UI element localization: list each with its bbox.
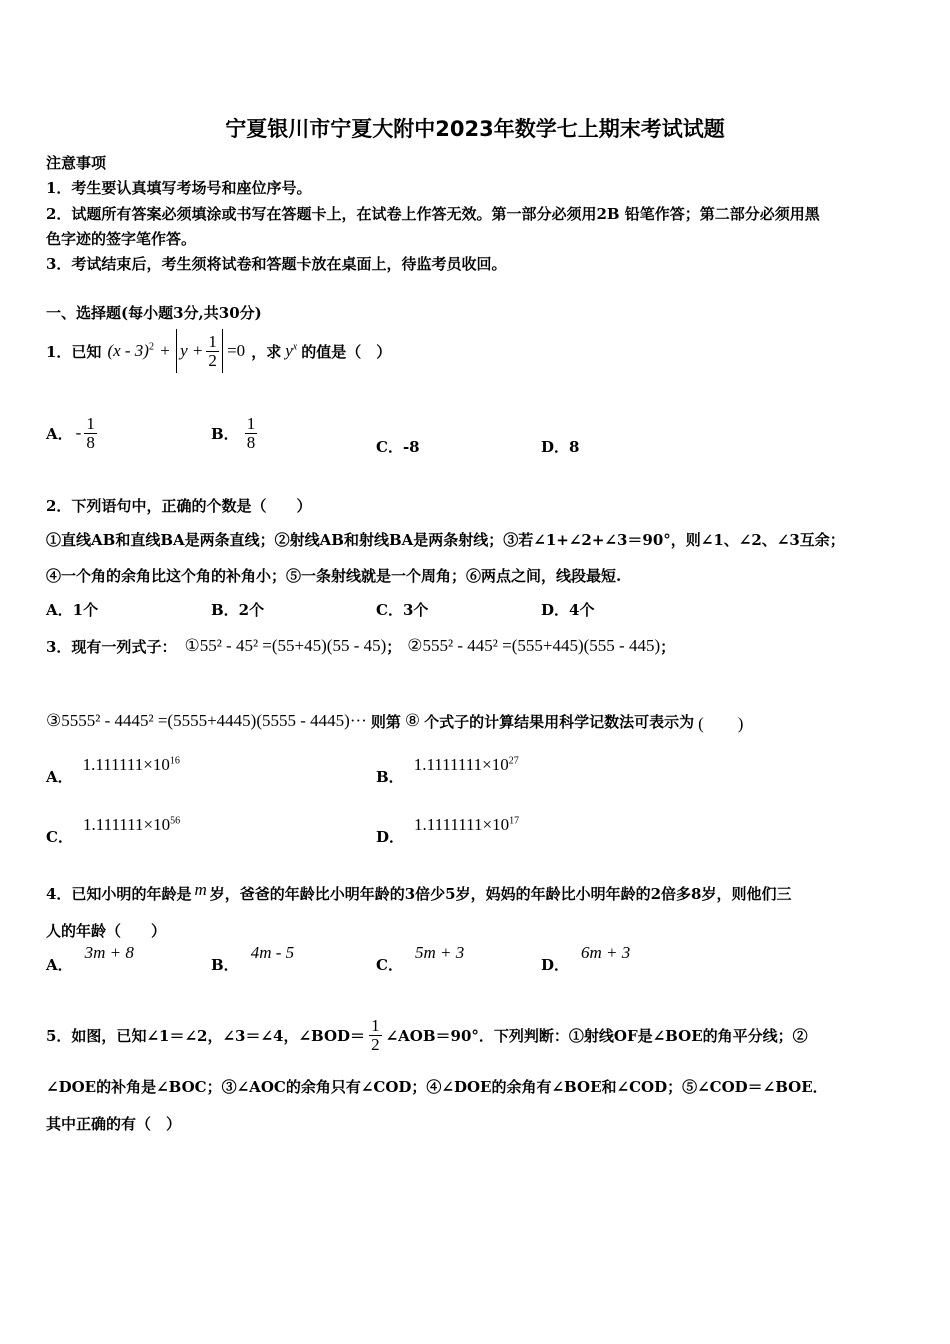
q2-statement-line: ①直线AB和直线BA是两条直线；②射线AB和射线BA是两条射线；③若∠1+∠2+∠3＝90°，则∠1、∠2、∠3互余；	[46, 531, 845, 549]
notice-item: 色字迹的签字笔作答。	[46, 230, 197, 248]
q1-eq-exp: 2	[148, 341, 154, 353]
q3-expr-1: ①55² - 45² =(55+45)(55 - 45)	[184, 636, 387, 655]
q3-prefix: 3．现有一列式子：	[46, 637, 177, 656]
q2-statement-line: ④一个角的余角比这个角的补角小；⑤一条射线就是一个周角；⑥两点之间，线段最短.	[46, 567, 622, 585]
q1-equation: (x - 3)$^2$ + y + $\frac{1}{2}$ =0	[107, 329, 245, 373]
q3-expr-2: ②555² - 445² =(555+445)(555 - 445)	[407, 636, 661, 655]
q1-abs-y: y +	[180, 341, 204, 360]
q2-option-a: A．1个	[46, 601, 99, 619]
q1-eq-left: (x - 3)	[107, 341, 149, 360]
notice-item: 2．试题所有答案必须填涂或书写在答题卡上，在试卷上作答无效。第一部分必须用2B 铅笔作答；第二部分必须用黑	[46, 205, 820, 223]
q4-option-a: A． 3m + 8	[46, 943, 134, 974]
section-heading: 一、选择题(每小题3分,共30分)	[46, 304, 262, 322]
q2-option-c: C．3个	[376, 601, 429, 619]
q1-option-c: C．-8	[376, 438, 420, 456]
question-4	[46, 879, 792, 904]
question-3	[46, 633, 675, 659]
q3-mid: 则第	[370, 712, 401, 731]
q3-sep: ；	[386, 637, 402, 656]
q5-line-2: ∠DOE的补角是∠BOC；③∠AOC的余角只有∠COD；④∠DOE的余角有∠BOE和∠COD；⑤∠COD＝∠BOE．	[46, 1078, 828, 1096]
q3-paren: ( )	[698, 713, 744, 733]
q5-line-3: 其中正确的有（ ）	[46, 1115, 182, 1133]
q3-line-2	[46, 708, 743, 734]
q5-after: ∠AOB＝90°．下列判断：①射线OF是∠BOE的角平分线；②	[385, 1026, 808, 1045]
q5-half-num: 1	[371, 1015, 380, 1035]
q3-expr-3: ③5555² - 4445² =(5555+4445)(5555 - 4445)···	[46, 711, 367, 730]
q1-prefix: 1．已知	[46, 342, 102, 361]
q1-eq-right: =0	[227, 341, 246, 360]
q5-half-den: 2	[371, 1034, 380, 1054]
q4-prefix: 4．已知小明的年龄是	[46, 885, 192, 903]
question-5	[46, 1012, 808, 1058]
q3-circ8: ⑧	[404, 711, 421, 730]
q4-m: m	[194, 879, 207, 899]
q1-half-den: 2	[208, 350, 217, 370]
q4-line-2: 人的年龄（ ）	[46, 922, 167, 940]
q2-option-b: B．2个	[211, 601, 265, 619]
q3-option-b: B． $1.1111111\times 10^{27}$	[376, 755, 519, 786]
q3-option-a: A． $1.111111\times 10^{16}$	[46, 755, 180, 786]
q4-suffix: 岁，爸爸的年龄比小明年龄的3倍少5岁，妈妈的年龄比小明年龄的2倍多8岁，则他们三	[209, 885, 792, 903]
question-1	[46, 328, 391, 374]
q5-prefix: 5．如图，已知∠1＝∠2，∠3＝∠4，∠BOD＝	[46, 1026, 366, 1045]
notice-item: 3．考试结束后，考生须将试卷和答题卡放在桌面上，待监考员收回。	[46, 255, 507, 273]
q1-y-power: $y^x$	[285, 341, 298, 360]
q1-half-num: 1	[208, 331, 217, 351]
q1-suffix: 的值是（ ）	[301, 342, 392, 361]
q4-option-d: D． 6m + 3	[541, 943, 631, 974]
q3-option-c: C． $1.111111\times 10^{56}$	[46, 815, 181, 846]
q3-option-d: D． $1.1111111\times 10^{17}$	[376, 815, 520, 846]
notice-heading: 注意事项	[46, 154, 107, 172]
q3-suffix: 个式子的计算结果用科学记数法可表示为	[424, 712, 695, 731]
notice-item: 1．考生要认真填写考场号和座位序号。	[46, 179, 312, 197]
q1-option-d: D．8	[541, 438, 580, 456]
q1-mid: ，求	[251, 342, 282, 361]
q2-option-d: D．4个	[541, 601, 595, 619]
q4-option-c: C． 5m + 3	[376, 943, 465, 974]
q4-option-b: B． 4m - 5	[211, 943, 295, 974]
q1-option-b: B． $\frac{1}{8}$	[211, 413, 256, 452]
page-title: 宁夏银川市宁夏大附中2023年数学七上期末考试试题	[225, 117, 725, 141]
question-2: 2．下列语句中，正确的个数是（ ）	[46, 497, 312, 515]
q1-option-a: A． - $\frac{1}{8}$	[46, 413, 95, 452]
q3-sep: ；	[660, 637, 676, 656]
